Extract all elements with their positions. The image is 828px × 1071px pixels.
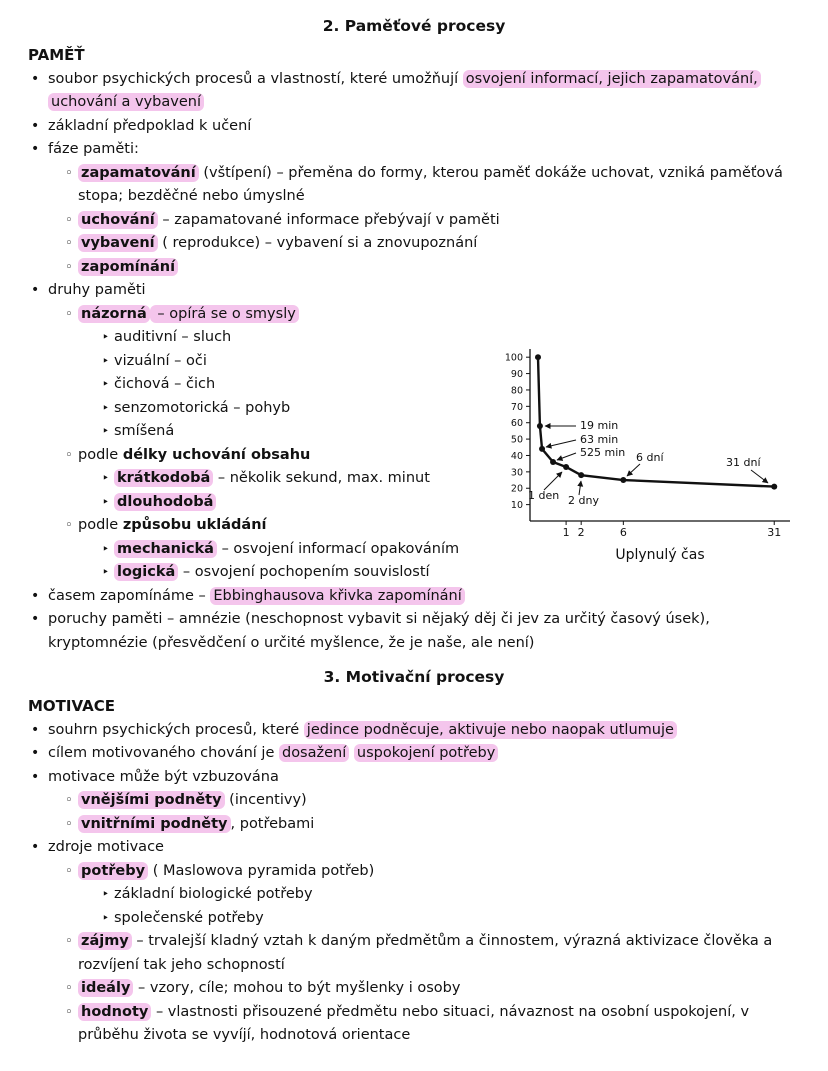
list-item-text [114, 376, 215, 392]
list-item-text [114, 400, 290, 416]
forgetting-curve-svg [488, 333, 800, 579]
y-tick-label: 20 [510, 483, 523, 495]
list-item [28, 232, 800, 256]
highlighted-text: logická [114, 563, 178, 581]
bullet-icon: ‣ [102, 494, 110, 509]
text-segment: čichová – čich [114, 376, 216, 392]
highlighted-text: mechanická [114, 540, 217, 558]
text-segment: – vlastnosti přisouzené předmětu nebo situaci, návaznost na osobní uspokojení, v průběhu života se vyvíjí, hodnotová orientace [78, 1003, 750, 1043]
list-item-text [78, 258, 178, 276]
highlighted-text: Ebbinghausova křivka zapomínání [210, 587, 464, 605]
x-tick-label: 6 [619, 526, 627, 539]
highlighted-text: – opírá se o smysly [150, 305, 299, 323]
text-segment: smíšená [114, 423, 175, 439]
list-item-text [78, 447, 310, 463]
list-item [28, 813, 800, 837]
list-item-text [48, 118, 251, 134]
list-item [28, 742, 800, 766]
text-segment: motivace může být vzbuzována [48, 768, 279, 785]
text-segment: – vzory, cíle; mohou to být myšlenky i osoby [133, 980, 461, 996]
text-segment: druhy paměti [48, 282, 146, 298]
y-tick-label: 100 [504, 352, 523, 364]
text-segment: fáze paměti: [48, 141, 139, 157]
highlighted-text: ideály [78, 979, 133, 997]
bullet-icon: ◦ [65, 981, 73, 996]
point-annotation: 525 min [580, 446, 626, 459]
text-segment: senzomotorická – pohyb [114, 399, 291, 416]
section-heading: MOTIVACE [28, 697, 115, 715]
text-segment: časem zapomínáme – [48, 587, 211, 604]
list-item [28, 907, 800, 931]
bullet-icon: ◦ [65, 212, 73, 228]
bullet-icon: • [31, 70, 40, 87]
data-point [578, 472, 584, 478]
bullet-icon: ◦ [65, 934, 73, 949]
list-item [28, 836, 800, 860]
highlighted-text: uspokojení potřeby [354, 744, 498, 762]
list-item-text [114, 353, 207, 369]
y-tick-label: 60 [510, 418, 523, 430]
text-segment: – osvojení informací opakováním [216, 540, 460, 557]
text-segment: cílem motivovaného chování je [48, 745, 279, 761]
list-item-text [114, 423, 174, 439]
bullet-icon: • [31, 839, 40, 855]
text-segment: , potřebami [230, 815, 315, 832]
bullet-icon: • [31, 768, 40, 785]
bullet-icon: • [31, 117, 40, 134]
list-item-text [48, 839, 164, 855]
highlighted-text: dosažení [279, 744, 349, 762]
highlighted-text: osvojení informací, jejich zapamatování, uchování a vybavení [48, 70, 761, 112]
bullet-icon: ‣ [102, 353, 110, 368]
list-item [28, 608, 800, 655]
bullet-icon: ◦ [65, 1004, 73, 1020]
bullet-icon: ‣ [102, 887, 110, 901]
list-item [28, 162, 800, 209]
highlighted-text: uchování [78, 211, 158, 229]
y-tick-label: 10 [510, 500, 523, 512]
bullet-icon: ‣ [102, 330, 110, 344]
list-item [28, 1001, 800, 1048]
list-item-text [48, 769, 279, 785]
list-item-text [48, 141, 139, 157]
text-segment: zdroje motivace [48, 839, 164, 855]
highlighted-text: zapomínání [78, 258, 178, 276]
text-segment: základní biologické potřeby [114, 886, 313, 902]
list-item-text [48, 587, 465, 605]
bullet-icon: ‣ [102, 424, 110, 438]
list-item [28, 209, 800, 233]
data-point [620, 477, 626, 483]
list-item [28, 719, 800, 743]
highlighted-text: vnitřními podněty [78, 815, 231, 833]
x-axis-title: Uplynulý čas [615, 547, 705, 563]
data-point [539, 446, 545, 452]
bullet-icon: • [31, 587, 40, 604]
bullet-icon: ◦ [65, 793, 73, 808]
list-item-text [114, 540, 459, 558]
list-item-text [78, 305, 299, 323]
bullet-icon: ‣ [102, 471, 110, 485]
text-segment: – zapamatované informace přebývají v paměti [157, 211, 500, 228]
list-item [28, 977, 800, 1001]
list-item-text [114, 886, 313, 902]
text-segment: auditivní – sluch [114, 329, 232, 345]
ebbinghaus-chart [488, 333, 800, 579]
bullet-icon: • [31, 141, 40, 157]
highlighted-text: názorná [78, 305, 150, 323]
text-segment: vizuální – oči [114, 352, 207, 369]
text-segment: (vštípení) – přeměna do formy, kterou paměť dokáže uchovat, vzniká paměťová stopa; bezděčné nebo úmyslné [78, 164, 783, 204]
list-item-text [78, 815, 314, 833]
text-segment: způsobu ukládání [122, 517, 267, 533]
bullet-icon: ◦ [65, 165, 73, 181]
list-item-text [48, 282, 146, 298]
list-item [28, 138, 800, 162]
highlighted-text: vnějšími podněty [78, 791, 225, 809]
x-tick-label: 1 [562, 526, 570, 539]
bullet-icon: ‣ [102, 910, 110, 925]
list-item [28, 68, 800, 115]
bullet-icon: ‣ [102, 565, 110, 579]
list-item [28, 860, 800, 884]
highlighted-text: potřeby [78, 862, 148, 880]
bullet-icon: ‣ [102, 400, 110, 415]
bullet-icon: • [31, 721, 40, 738]
list-item-text [114, 329, 231, 345]
text-segment: společenské potřeby [114, 909, 264, 926]
list-item [28, 766, 800, 790]
bullet-icon: ◦ [65, 447, 73, 463]
point-annotation: 2 dny [568, 494, 599, 507]
list-item-text [78, 1003, 749, 1044]
text-segment: poruchy paměti – amnézie (neschopnost vybavit si nějaký děj či jev za určitý časový úsek), kryptomnézie (přesvědčení o určité myšlence, že je naše, ale není) [48, 611, 710, 651]
list-item-text [78, 234, 477, 252]
list-item-text [78, 211, 500, 229]
list-item [28, 883, 800, 907]
list-item [28, 115, 800, 139]
text-segment: podle [78, 517, 123, 533]
highlighted-text: zájmy [78, 932, 132, 950]
section-heading: PAMĚŤ [28, 46, 85, 64]
y-tick-label: 50 [510, 434, 523, 446]
text-segment: – trvalejší kladný vztah k daným předmětům a činnostem, výrazná aktivizace člověka a rozvíjení tak jeho schopností [78, 933, 773, 973]
list-item-text [114, 563, 430, 581]
list-item-text [78, 164, 783, 205]
text-segment: ( reprodukce) – vybavení si a znovupoznání [157, 235, 478, 251]
list-item-text [114, 910, 264, 926]
list-item-text [78, 791, 307, 809]
list-item-text [48, 744, 498, 762]
bullet-icon: ◦ [65, 236, 73, 251]
bullet-icon: ‣ [102, 377, 110, 391]
data-point [535, 354, 541, 360]
list-item-text [114, 469, 430, 487]
text-segment: – osvojení pochopením souvislostí [178, 564, 430, 580]
list-item-text [78, 979, 460, 997]
x-tick-label: 31 [767, 526, 782, 539]
data-point [771, 484, 777, 490]
y-tick-label: 30 [510, 467, 523, 479]
bullet-icon: • [31, 611, 40, 627]
list-item-text [78, 862, 374, 880]
list-item [28, 930, 800, 977]
bullet-icon: ◦ [65, 259, 73, 275]
bullet-icon: • [31, 282, 40, 298]
point-annotation: 31 dní [726, 456, 761, 469]
text-segment: – několik sekund, max. minut [213, 470, 430, 486]
data-point [550, 459, 556, 465]
text-segment: základní předpoklad k učení [48, 117, 252, 134]
point-annotation: 63 min [580, 433, 619, 446]
highlighted-text: dlouhodobá [114, 493, 216, 511]
y-tick-label: 40 [510, 450, 523, 462]
list-item [28, 256, 800, 280]
text-segment: (incentivy) [224, 792, 307, 808]
text-segment: souhrn psychických procesů, které [48, 721, 304, 738]
list-item [28, 279, 800, 303]
list-item [28, 303, 800, 327]
bullet-icon: ◦ [65, 863, 73, 879]
highlighted-text: jedince podněcuje, aktivuje nebo naopak utlumuje [304, 721, 677, 739]
point-annotation: 6 dní [636, 451, 664, 464]
y-tick-label: 70 [510, 401, 523, 413]
data-point [537, 423, 543, 429]
list-item-text [48, 70, 761, 112]
list-item-text [114, 493, 216, 511]
y-tick-label: 80 [510, 385, 523, 397]
point-annotation: 1 den [528, 489, 560, 502]
data-point [563, 464, 569, 470]
text-segment: podle [78, 446, 123, 463]
section-title: 2. Paměťové procesy [322, 17, 506, 35]
text-segment: soubor psychických procesů a vlastností, které umožňují [48, 70, 463, 87]
list-item-text [78, 932, 772, 973]
bullet-icon: ◦ [65, 306, 73, 322]
list-item-text [48, 721, 677, 739]
bullet-icon: ◦ [65, 816, 73, 832]
list-item [28, 789, 800, 813]
highlighted-text: krátkodobá [114, 469, 213, 487]
highlighted-text: zapamatování [78, 164, 199, 182]
list-item-text [78, 517, 267, 533]
text-segment: ( Maslowova pyramida potřeb) [148, 862, 375, 879]
text-segment: délky uchování obsahu [122, 446, 311, 463]
point-annotation: 19 min [580, 419, 619, 432]
list-item [28, 585, 800, 609]
bullet-icon: ‣ [102, 541, 110, 556]
highlighted-text: hodnoty [78, 1003, 151, 1021]
bullet-icon: ◦ [65, 518, 73, 533]
list-item-text [48, 611, 710, 651]
highlighted-text: vybavení [78, 234, 158, 252]
bullet-icon: • [31, 745, 40, 761]
y-tick-label: 90 [510, 369, 523, 381]
x-tick-label: 2 [577, 526, 585, 539]
section-title: 3. Motivační procesy [323, 668, 505, 686]
